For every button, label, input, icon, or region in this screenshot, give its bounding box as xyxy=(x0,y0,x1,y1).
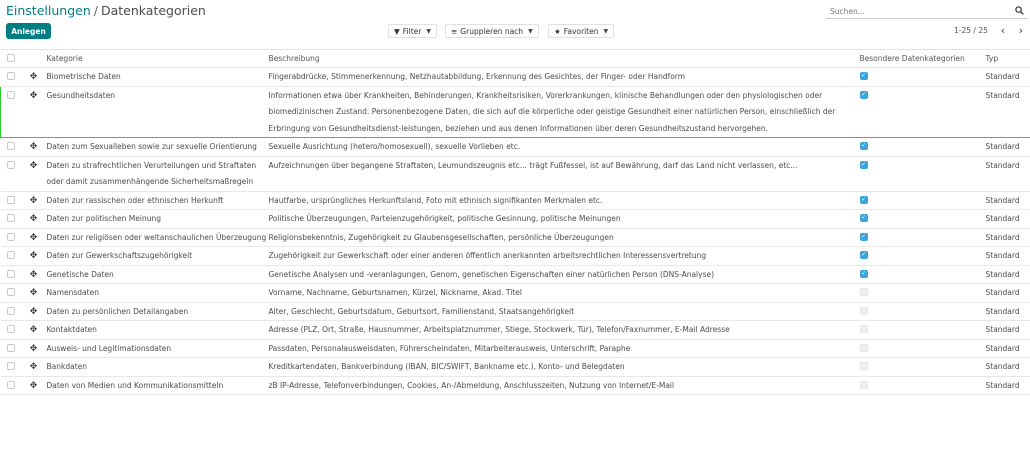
table-row[interactable] xyxy=(1,138,1030,157)
category-cell[interactable]: Ausweis- und Legitimationsdaten xyxy=(47,339,269,358)
drag-handle-cell xyxy=(27,86,47,138)
move-icon[interactable]: ✥ xyxy=(29,380,38,391)
column-header-special[interactable]: Besondere Datenkategorien xyxy=(860,50,986,68)
checkbox-checked-icon: ✓ xyxy=(860,90,867,98)
checkbox-checked-icon: ✓ xyxy=(860,195,867,203)
checkbox-unchecked-icon xyxy=(860,307,868,315)
row-select-cell xyxy=(1,210,27,229)
search-bar xyxy=(826,4,1028,19)
select-all-cell xyxy=(1,50,27,68)
create-button[interactable]: Anlegen xyxy=(6,23,51,39)
row-select-cell xyxy=(1,302,27,321)
filter-label: Filter xyxy=(402,26,422,36)
special-category-cell xyxy=(860,321,986,340)
column-header-category[interactable]: Kategorie xyxy=(47,50,269,68)
description-cell[interactable]: Genetische Analysen und -veranlagungen, Genom, genetischen Eigenschaften einer natürlichen Person (DNS-Analyse) xyxy=(269,265,860,284)
move-icon[interactable]: ✥ xyxy=(29,90,38,101)
type-cell[interactable]: Standard xyxy=(986,265,1030,284)
drag-handle-cell xyxy=(27,321,47,340)
caret-down-icon: ▼ xyxy=(426,27,431,35)
move-icon[interactable]: ✥ xyxy=(29,251,38,261)
type-cell[interactable]: Standard xyxy=(986,68,1030,87)
special-category-cell xyxy=(860,265,986,284)
category-cell[interactable]: Daten zum Sexualleben sowie zur sexuelle Orientierung xyxy=(47,138,269,157)
table-row[interactable] xyxy=(1,321,1030,340)
select-all-checkbox[interactable] xyxy=(7,54,15,62)
special-category-cell xyxy=(860,376,986,395)
row-select-cell xyxy=(1,339,27,358)
filter-button[interactable] xyxy=(388,24,437,38)
category-cell[interactable]: Daten zu strafrechtlichen Verurteilungen und Straftaten oder damit zusammenhängende Sicherheitsmaßregeln xyxy=(47,156,269,191)
drag-handle-cell xyxy=(27,228,47,247)
row-select-cell xyxy=(1,68,27,87)
checkbox-unchecked-icon xyxy=(860,381,868,389)
type-cell[interactable]: Standard xyxy=(986,376,1030,395)
drag-handle-cell xyxy=(27,339,47,358)
row-select-cell xyxy=(1,284,27,303)
row-select-cell xyxy=(1,358,27,377)
move-icon[interactable]: ✥ xyxy=(29,142,38,152)
row-checkbox[interactable] xyxy=(7,362,15,370)
row-select-cell xyxy=(1,86,27,138)
row-select-cell xyxy=(1,376,27,395)
special-category-cell xyxy=(860,210,986,229)
group-by-button[interactable] xyxy=(445,24,539,38)
row-checkbox[interactable] xyxy=(7,196,15,204)
table-row[interactable] xyxy=(1,284,1030,303)
description-cell[interactable]: Kreditkartendaten, Bankverbindung (IBAN, BIC/SWIFT, Bankname etc.), Konto- und Belegdaten xyxy=(269,358,860,377)
checkbox-checked-icon: ✓ xyxy=(860,72,867,79)
description-cell[interactable]: zB IP-Adresse, Telefonverbindungen, Cookies, An-/Abmeldung, Anschlusszeiten, Nutzung von Internet/E-Mail xyxy=(269,376,860,395)
drag-handle-cell xyxy=(27,247,47,266)
drag-handle-cell xyxy=(27,284,47,303)
move-icon[interactable]: ✥ xyxy=(29,72,38,82)
description-cell[interactable]: Hautfarbe, ursprüngliches Herkunftsland, Foto mit ethnisch signifikanten Merkmalen etc. xyxy=(269,191,860,210)
description-cell[interactable]: Passdaten, Personalausweisdaten, Führerscheindaten, Mitarbeiterausweis, Unterschrift, Paraphe xyxy=(269,339,860,358)
description-cell[interactable]: Politische Überzeugungen, Parteienzugehörigkeit, politische Gesinnung, politische Meinungen xyxy=(269,210,860,229)
special-category-cell xyxy=(860,247,986,266)
chevron-right-icon[interactable]: › xyxy=(1018,23,1024,37)
move-icon[interactable]: ✥ xyxy=(29,195,38,206)
column-header-description[interactable]: Beschreibung xyxy=(269,50,860,68)
category-cell[interactable]: Namensdaten xyxy=(47,284,269,303)
special-category-cell xyxy=(860,156,986,191)
category-cell[interactable]: Kontaktdaten xyxy=(47,321,269,340)
table-row[interactable] xyxy=(1,68,1030,87)
description-cell[interactable]: Sexuelle Ausrichtung (hetero/homosexuell), sexuelle Vorlieben etc. xyxy=(269,138,860,157)
row-select-cell xyxy=(1,156,27,191)
description-cell[interactable]: Alter, Geschlecht, Geburtsdatum, Geburtsort, Familienstand, Staatsangehörigkeit xyxy=(269,302,860,321)
special-category-cell xyxy=(860,191,986,210)
row-select-cell xyxy=(1,321,27,340)
type-cell[interactable]: Standard xyxy=(986,284,1030,303)
type-cell[interactable]: Standard xyxy=(986,302,1030,321)
drag-handle-cell xyxy=(27,265,47,284)
category-cell[interactable]: Daten zur Gewerkschaftszugehörigkeit xyxy=(47,247,269,266)
row-checkbox[interactable] xyxy=(7,91,15,99)
row-select-cell xyxy=(1,228,27,247)
special-category-cell xyxy=(860,284,986,303)
caret-down-icon: ▼ xyxy=(603,27,609,35)
move-icon[interactable]: ✥ xyxy=(29,343,38,354)
row-checkbox[interactable] xyxy=(7,270,15,278)
handle-header xyxy=(27,50,47,68)
description-cell[interactable]: Vorname, Nachname, Geburtsnamen, Kürzel, Nickname, Akad. Titel xyxy=(269,284,860,303)
move-icon[interactable]: ✥ xyxy=(29,288,38,298)
description-cell[interactable]: Zugehörigkeit zur Gewerkschaft oder einer anderen öffentlich anerkannten arbeitsrechtlichen Interessensvertretung xyxy=(269,247,860,266)
type-cell[interactable]: Standard xyxy=(986,191,1030,210)
search-icon[interactable] xyxy=(1015,6,1024,15)
category-cell[interactable]: Daten zur politischen Meinung xyxy=(47,210,269,229)
table-row[interactable] xyxy=(1,156,1030,191)
checkbox-checked-icon: ✓ xyxy=(860,251,867,258)
description-cell[interactable]: Fingerabdrücke, Stimmenerkennung, Netzhautabbildung, Erkennung des Gesichtes, der Finger- oder Handform xyxy=(269,68,860,87)
checkbox-checked-icon: ✓ xyxy=(860,160,867,168)
special-category-cell xyxy=(860,86,986,138)
description-cell[interactable]: Adresse (PLZ, Ort, Straße, Hausnummer, Arbeitsplatznummer, Stiege, Stockwerk, Tür), Telefon/Faxnummer, E-Mail Adresse xyxy=(269,321,860,340)
row-checkbox[interactable] xyxy=(7,325,15,333)
move-icon[interactable]: ✥ xyxy=(29,325,38,335)
move-icon[interactable]: ✥ xyxy=(29,214,38,224)
table-row[interactable] xyxy=(1,339,1030,358)
breadcrumb xyxy=(6,3,206,18)
control-panel xyxy=(0,0,1030,44)
description-cell[interactable]: Informationen etwa über Krankheiten, Behinderungen, Krankheitsrisiken, Vorerkrankungen, klinische Behandlungen oder den physiologischen oder biomedizinischen Zustand. Personenbezogene Daten, die sich auf die körperliche oder geistige Gesundheit einer natürlichen Person, einschließlich der Erbringung von Gesundheitsdienst-leistungen, beziehen und aus denen Informationen über deren Gesundheitszustand hervorgehen. xyxy=(269,86,860,138)
type-cell[interactable]: Standard xyxy=(986,358,1030,377)
data-categories-table xyxy=(0,49,1030,395)
drag-handle-cell xyxy=(27,138,47,157)
row-select-cell xyxy=(1,265,27,284)
list-icon: ≡ xyxy=(451,26,458,36)
table-row[interactable] xyxy=(1,376,1030,395)
category-cell[interactable]: Bankdaten xyxy=(47,358,269,377)
category-cell[interactable]: Daten von Medien und Kommunikationsmitteln xyxy=(47,376,269,395)
table-row[interactable] xyxy=(1,228,1030,247)
category-cell[interactable]: Daten zur rassischen oder ethnischen Herkunft xyxy=(47,191,269,210)
checkbox-unchecked-icon xyxy=(860,325,868,333)
row-checkbox[interactable] xyxy=(7,381,15,389)
drag-handle-cell xyxy=(27,358,47,377)
drag-handle-cell xyxy=(27,302,47,321)
type-cell[interactable]: Standard xyxy=(986,321,1030,340)
page-title: Datenkategorien xyxy=(100,3,206,18)
type-cell[interactable]: Standard xyxy=(986,339,1030,358)
pager-value[interactable]: 1-25 / 25 xyxy=(954,26,988,35)
description-cell[interactable]: Aufzeichnungen über begangene Straftaten, Leumundszeugnis etc... trägt Fußfessel, ist auf Bewährung, darf das Land nicht verlassen, etc... xyxy=(269,156,860,191)
row-checkbox[interactable] xyxy=(7,344,15,352)
description-cell[interactable]: Religionsbekenntnis, Zugehörigkeit zu Glaubensgesellschaften, persönliche Überzeugungen xyxy=(269,228,860,247)
category-cell[interactable]: Biometrische Daten xyxy=(47,68,269,87)
favorites-button[interactable] xyxy=(548,24,614,38)
drag-handle-cell xyxy=(27,210,47,229)
move-icon[interactable]: ✥ xyxy=(29,232,38,243)
row-select-cell xyxy=(1,138,27,157)
row-checkbox[interactable] xyxy=(7,251,15,259)
chevron-left-icon[interactable]: ‹ xyxy=(1000,23,1006,37)
search-input[interactable] xyxy=(826,4,1006,18)
row-checkbox[interactable] xyxy=(7,288,15,296)
row-checkbox[interactable] xyxy=(7,72,15,80)
special-category-cell xyxy=(860,138,986,157)
category-cell[interactable]: Daten zu persönlichen Detailangaben xyxy=(47,302,269,321)
move-icon[interactable]: ✥ xyxy=(29,160,38,171)
checkbox-checked-icon: ✓ xyxy=(860,232,867,240)
checkbox-unchecked-icon xyxy=(860,344,868,352)
move-icon[interactable]: ✥ xyxy=(29,269,38,280)
table-row[interactable] xyxy=(1,358,1030,377)
funnel-icon: ▼ xyxy=(394,26,400,36)
checkbox-unchecked-icon xyxy=(860,362,868,370)
drag-handle-cell xyxy=(27,156,47,191)
special-category-cell xyxy=(860,68,986,87)
move-icon[interactable]: ✥ xyxy=(29,306,38,317)
drag-handle-cell xyxy=(27,191,47,210)
category-cell[interactable]: Daten zur religiösen oder weltanschaulichen Überzeugung xyxy=(47,228,269,247)
special-category-cell xyxy=(860,339,986,358)
table-row[interactable] xyxy=(1,265,1030,284)
row-checkbox[interactable] xyxy=(7,142,15,150)
table-row[interactable] xyxy=(1,302,1030,321)
checkbox-unchecked-icon xyxy=(860,288,868,296)
row-checkbox[interactable] xyxy=(7,161,15,169)
table-row[interactable] xyxy=(1,210,1030,229)
row-checkbox[interactable] xyxy=(7,233,15,241)
row-select-cell xyxy=(1,191,27,210)
special-category-cell xyxy=(860,228,986,247)
group-by-label: Gruppieren nach xyxy=(460,26,524,36)
caret-down-icon: ▼ xyxy=(528,27,533,35)
breadcrumb-parent-link[interactable]: Einstellungen xyxy=(6,3,91,18)
star-icon: ★ xyxy=(554,26,561,36)
table-header-row xyxy=(1,50,1030,68)
table-row[interactable] xyxy=(1,191,1030,210)
table-row[interactable] xyxy=(1,247,1030,266)
favorites-label: Favoriten xyxy=(563,26,599,36)
checkbox-checked-icon: ✓ xyxy=(860,142,867,149)
drag-handle-cell xyxy=(27,68,47,87)
category-cell[interactable]: Genetische Daten xyxy=(47,265,269,284)
checkbox-checked-icon: ✓ xyxy=(860,214,867,221)
type-cell[interactable]: Standard xyxy=(986,210,1030,229)
special-category-cell xyxy=(860,358,986,377)
row-select-cell xyxy=(1,247,27,266)
special-category-cell xyxy=(860,302,986,321)
type-cell[interactable]: Standard xyxy=(986,156,1030,191)
table-row[interactable] xyxy=(1,86,1030,138)
type-cell[interactable]: Standard xyxy=(986,86,1030,138)
category-cell[interactable]: Gesundheitsdaten xyxy=(47,86,269,138)
row-checkbox[interactable] xyxy=(7,307,15,315)
breadcrumb-separator: / xyxy=(93,3,98,18)
drag-handle-cell xyxy=(27,376,47,395)
column-header-type[interactable]: Typ xyxy=(986,50,1030,68)
checkbox-checked-icon: ✓ xyxy=(860,269,867,277)
row-checkbox[interactable] xyxy=(7,214,15,222)
type-cell[interactable]: Standard xyxy=(986,247,1030,266)
move-icon[interactable]: ✥ xyxy=(29,362,38,372)
type-cell[interactable]: Standard xyxy=(986,228,1030,247)
type-cell[interactable]: Standard xyxy=(986,138,1030,157)
